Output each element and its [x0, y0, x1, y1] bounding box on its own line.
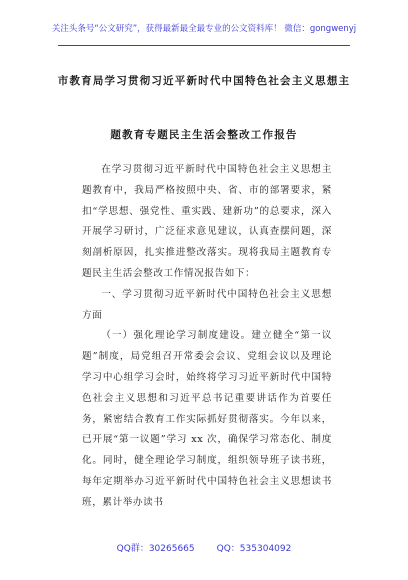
document-body [82, 160, 332, 514]
document-title-line-2: 题教育专题民主生活会整改工作报告 [110, 129, 298, 141]
body-section-heading: 一、学习贯彻习近平新时代中国特色社会主义思想方面 [82, 288, 332, 321]
footer-qq-group: QQ群：30265665 [116, 544, 195, 554]
body-paragraph-1: （一）强化理论学习制度建设。建立健全“第一议题”制度，局党组召开常委会会议、党组会议以及理论学习中心组学习会时，始终将学习习近平新时代中国特色社会主义思想和习近平总书记重要讲话作为首要任务，紧密结合教育工作实际抓好贯彻落实。今年以来，已开展“第一议题”学习 xx 次，确保学习常态化、制度化。同时，健全理论学习制度，组织领导班子读书班，每年定期举办习近平新时代中国特色社会主义思想读书班，累计举办读书 [82, 330, 332, 508]
body-paragraph-intro: 在学习贯彻习近平新时代中国特色社会主义思想主题教育中，我局严格按照中央、省、市的部署要求，紧扣“学思想、强党性、重实践、建新功”的总要求，深入开展学习研讨，广泛征求意见建议，认真查摆问题，深刻剖析原因，扎实推进整改落实。现将我局主题教育专题民主生活会整改工作情况报告如下： [82, 164, 332, 279]
footer-qq: QQ：535304092 [216, 544, 292, 554]
document-title-line-1: 市教育局学习贯彻习近平新时代中国特色社会主义思想主 [57, 75, 351, 87]
header-divider [58, 45, 350, 46]
header-promo-note: 关注头条号“公文研究”，获得最新最全最专业的公文资料库！ 微信：gongwenyj [51, 24, 357, 34]
footer-contact [0, 541, 408, 554]
